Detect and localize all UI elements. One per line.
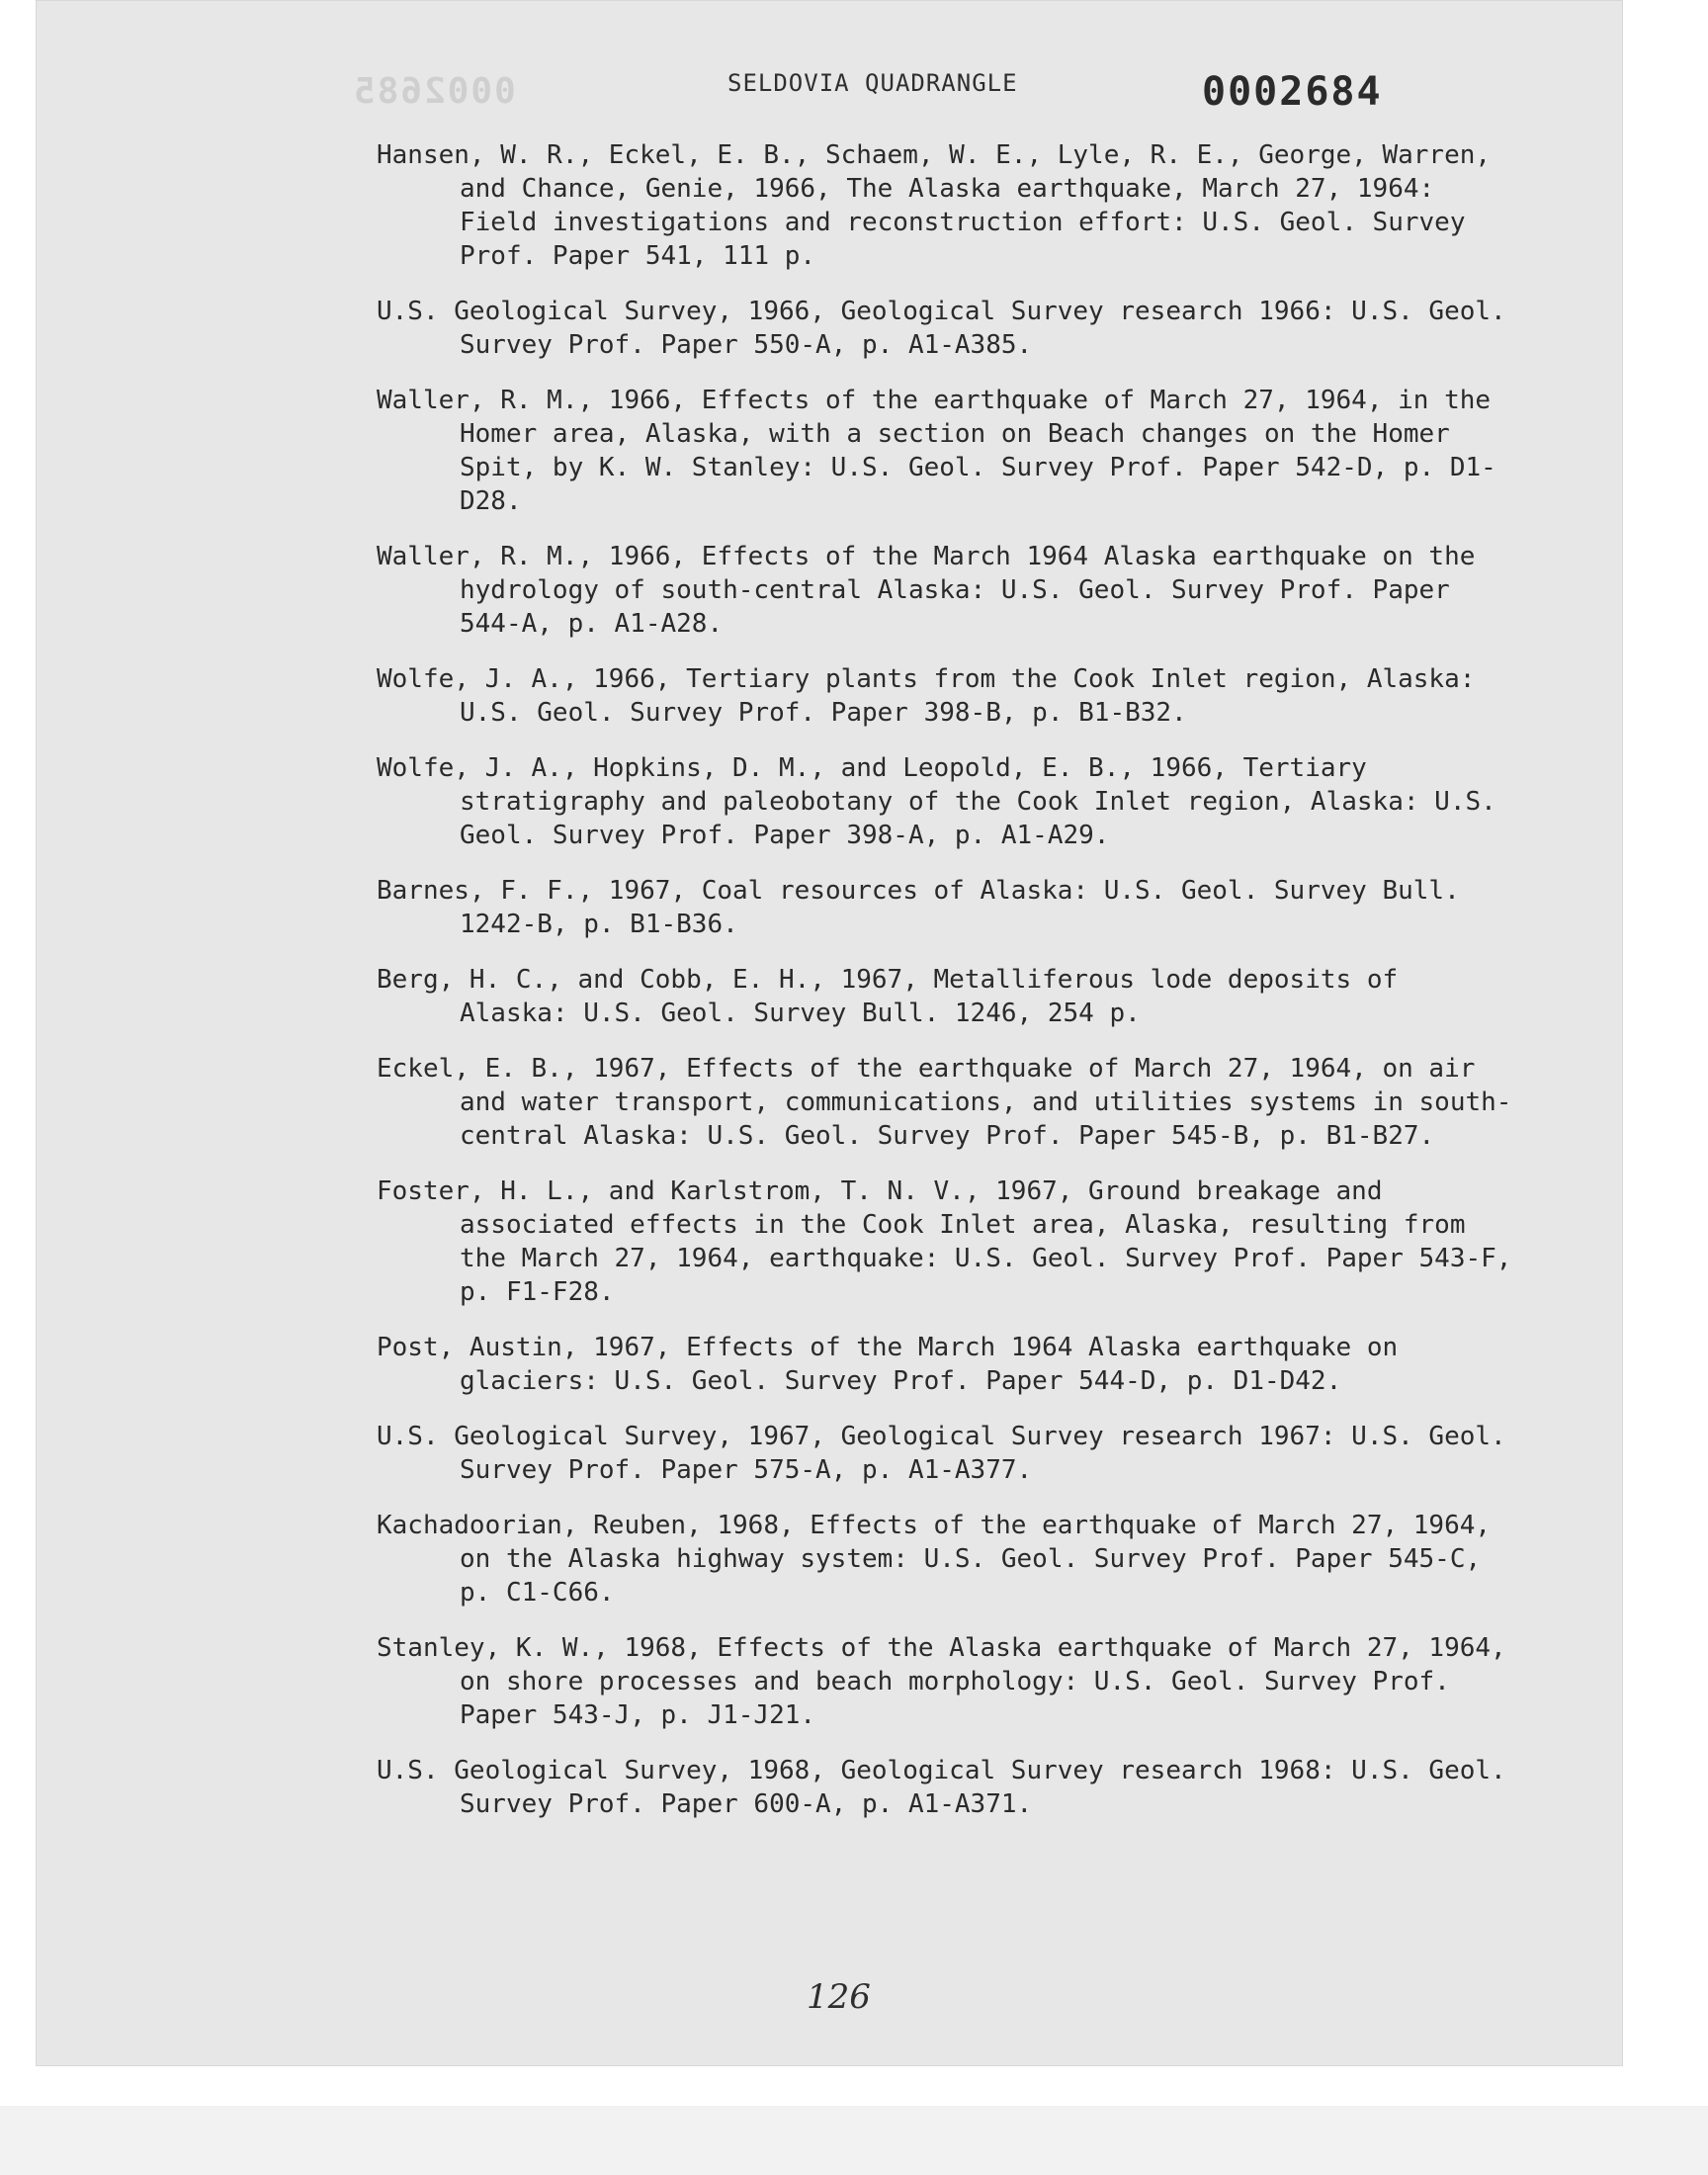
reference-entry: Foster, H. L., and Karlstrom, T. N. V., 1967, Ground breakage and associated effects in the Cook Inlet area, Alaska, resulting from the March 27, 1964, earthquake: U.S. Geol. Survey Prof. Paper 543-F, p. F1-F28.	[377, 1176, 1528, 1307]
reference-entry: U.S. Geological Survey, 1968, Geological Survey research 1968: U.S. Geol. Survey Prof. Paper 600-A, p. A1-A371.	[377, 1756, 1522, 1819]
page-title: SELDOVIA QUADRANGLE	[727, 69, 1018, 97]
reference-entry: Eckel, E. B., 1967, Effects of the earthquake of March 27, 1964, on air and water transport, communications, and utilities systems in south-central Alaska: U.S. Geol. Survey Prof. Paper 545-B, p. B1-B27.	[377, 1054, 1512, 1151]
reference-entry: Waller, R. M., 1966, Effects of the earthquake of March 27, 1964, in the Homer area, Alaska, with a section on Beach changes on the Homer Spit, by K. W. Stanley: U.S. Geol. Survey Prof. Paper 542-D, p. D1-D28.	[377, 386, 1506, 516]
reference-entry: Post, Austin, 1967, Effects of the March 1964 Alaska earthquake on glaciers: U.S. Geol. Survey Prof. Paper 544-D, p. D1-D42.	[377, 1333, 1413, 1396]
reference-entry: Berg, H. C., and Cobb, E. H., 1967, Metalliferous lode deposits of Alaska: U.S. Geol. Survey Bull. 1246, 254 p.	[377, 965, 1413, 1028]
reference-entry: Wolfe, J. A., Hopkins, D. M., and Leopold, E. B., 1966, Tertiary stratigraphy and paleobotany of the Cook Inlet region, Alaska: U.S. Geol. Survey Prof. Paper 398-A, p. A1-A29.	[377, 753, 1512, 850]
reference-entry: Barnes, F. F., 1967, Coal resources of Alaska: U.S. Geol. Survey Bull. 1242-B, p. B1-B36.	[377, 876, 1476, 939]
reference-entry: U.S. Geological Survey, 1967, Geological Survey research 1967: U.S. Geol. Survey Prof. Paper 575-A, p. A1-A377.	[377, 1422, 1522, 1485]
reference-entry: Wolfe, J. A., 1966, Tertiary plants from the Cook Inlet region, Alaska: U.S. Geol. Survey Prof. Paper 398-B, p. B1-B32.	[377, 664, 1492, 728]
reference-entry: Hansen, W. R., Eckel, E. B., Schaem, W. E., Lyle, R. E., George, Warren, and Chance, Genie, 1966, The Alaska earthquake, March 27, 1964: Field investigations and reconstruction effort: U.S. Geol. Survey Prof. Paper 541, 111 p.	[377, 140, 1506, 271]
reference-list	[377, 138, 1528, 1843]
reference-entry: Waller, R. M., 1966, Effects of the March 1964 Alaska earthquake on the hydrology of south-central Alaska: U.S. Geol. Survey Prof. Paper 544-A, p. A1-A28.	[377, 542, 1492, 639]
document-page	[36, 0, 1623, 2066]
bleed-through-number: 0002685	[352, 71, 516, 112]
reference-entry: Kachadoorian, Reuben, 1968, Effects of the earthquake of March 27, 1964, on the Alaska highway system: U.S. Geol. Survey Prof. Paper 545-C, p. C1-C66.	[377, 1511, 1506, 1608]
document-number: 0002684	[1202, 69, 1383, 115]
reference-entry: Stanley, K. W., 1968, Effects of the Alaska earthquake of March 27, 1964, on shore processes and beach morphology: U.S. Geol. Survey Prof. Paper 543-J, p. J1-J21.	[377, 1633, 1522, 1730]
reference-entry: U.S. Geological Survey, 1966, Geological Survey research 1966: U.S. Geol. Survey Prof. Paper 550-A, p. A1-A385.	[377, 297, 1522, 360]
page-number: 126	[807, 1977, 871, 2017]
scan-margin	[0, 2106, 1708, 2175]
